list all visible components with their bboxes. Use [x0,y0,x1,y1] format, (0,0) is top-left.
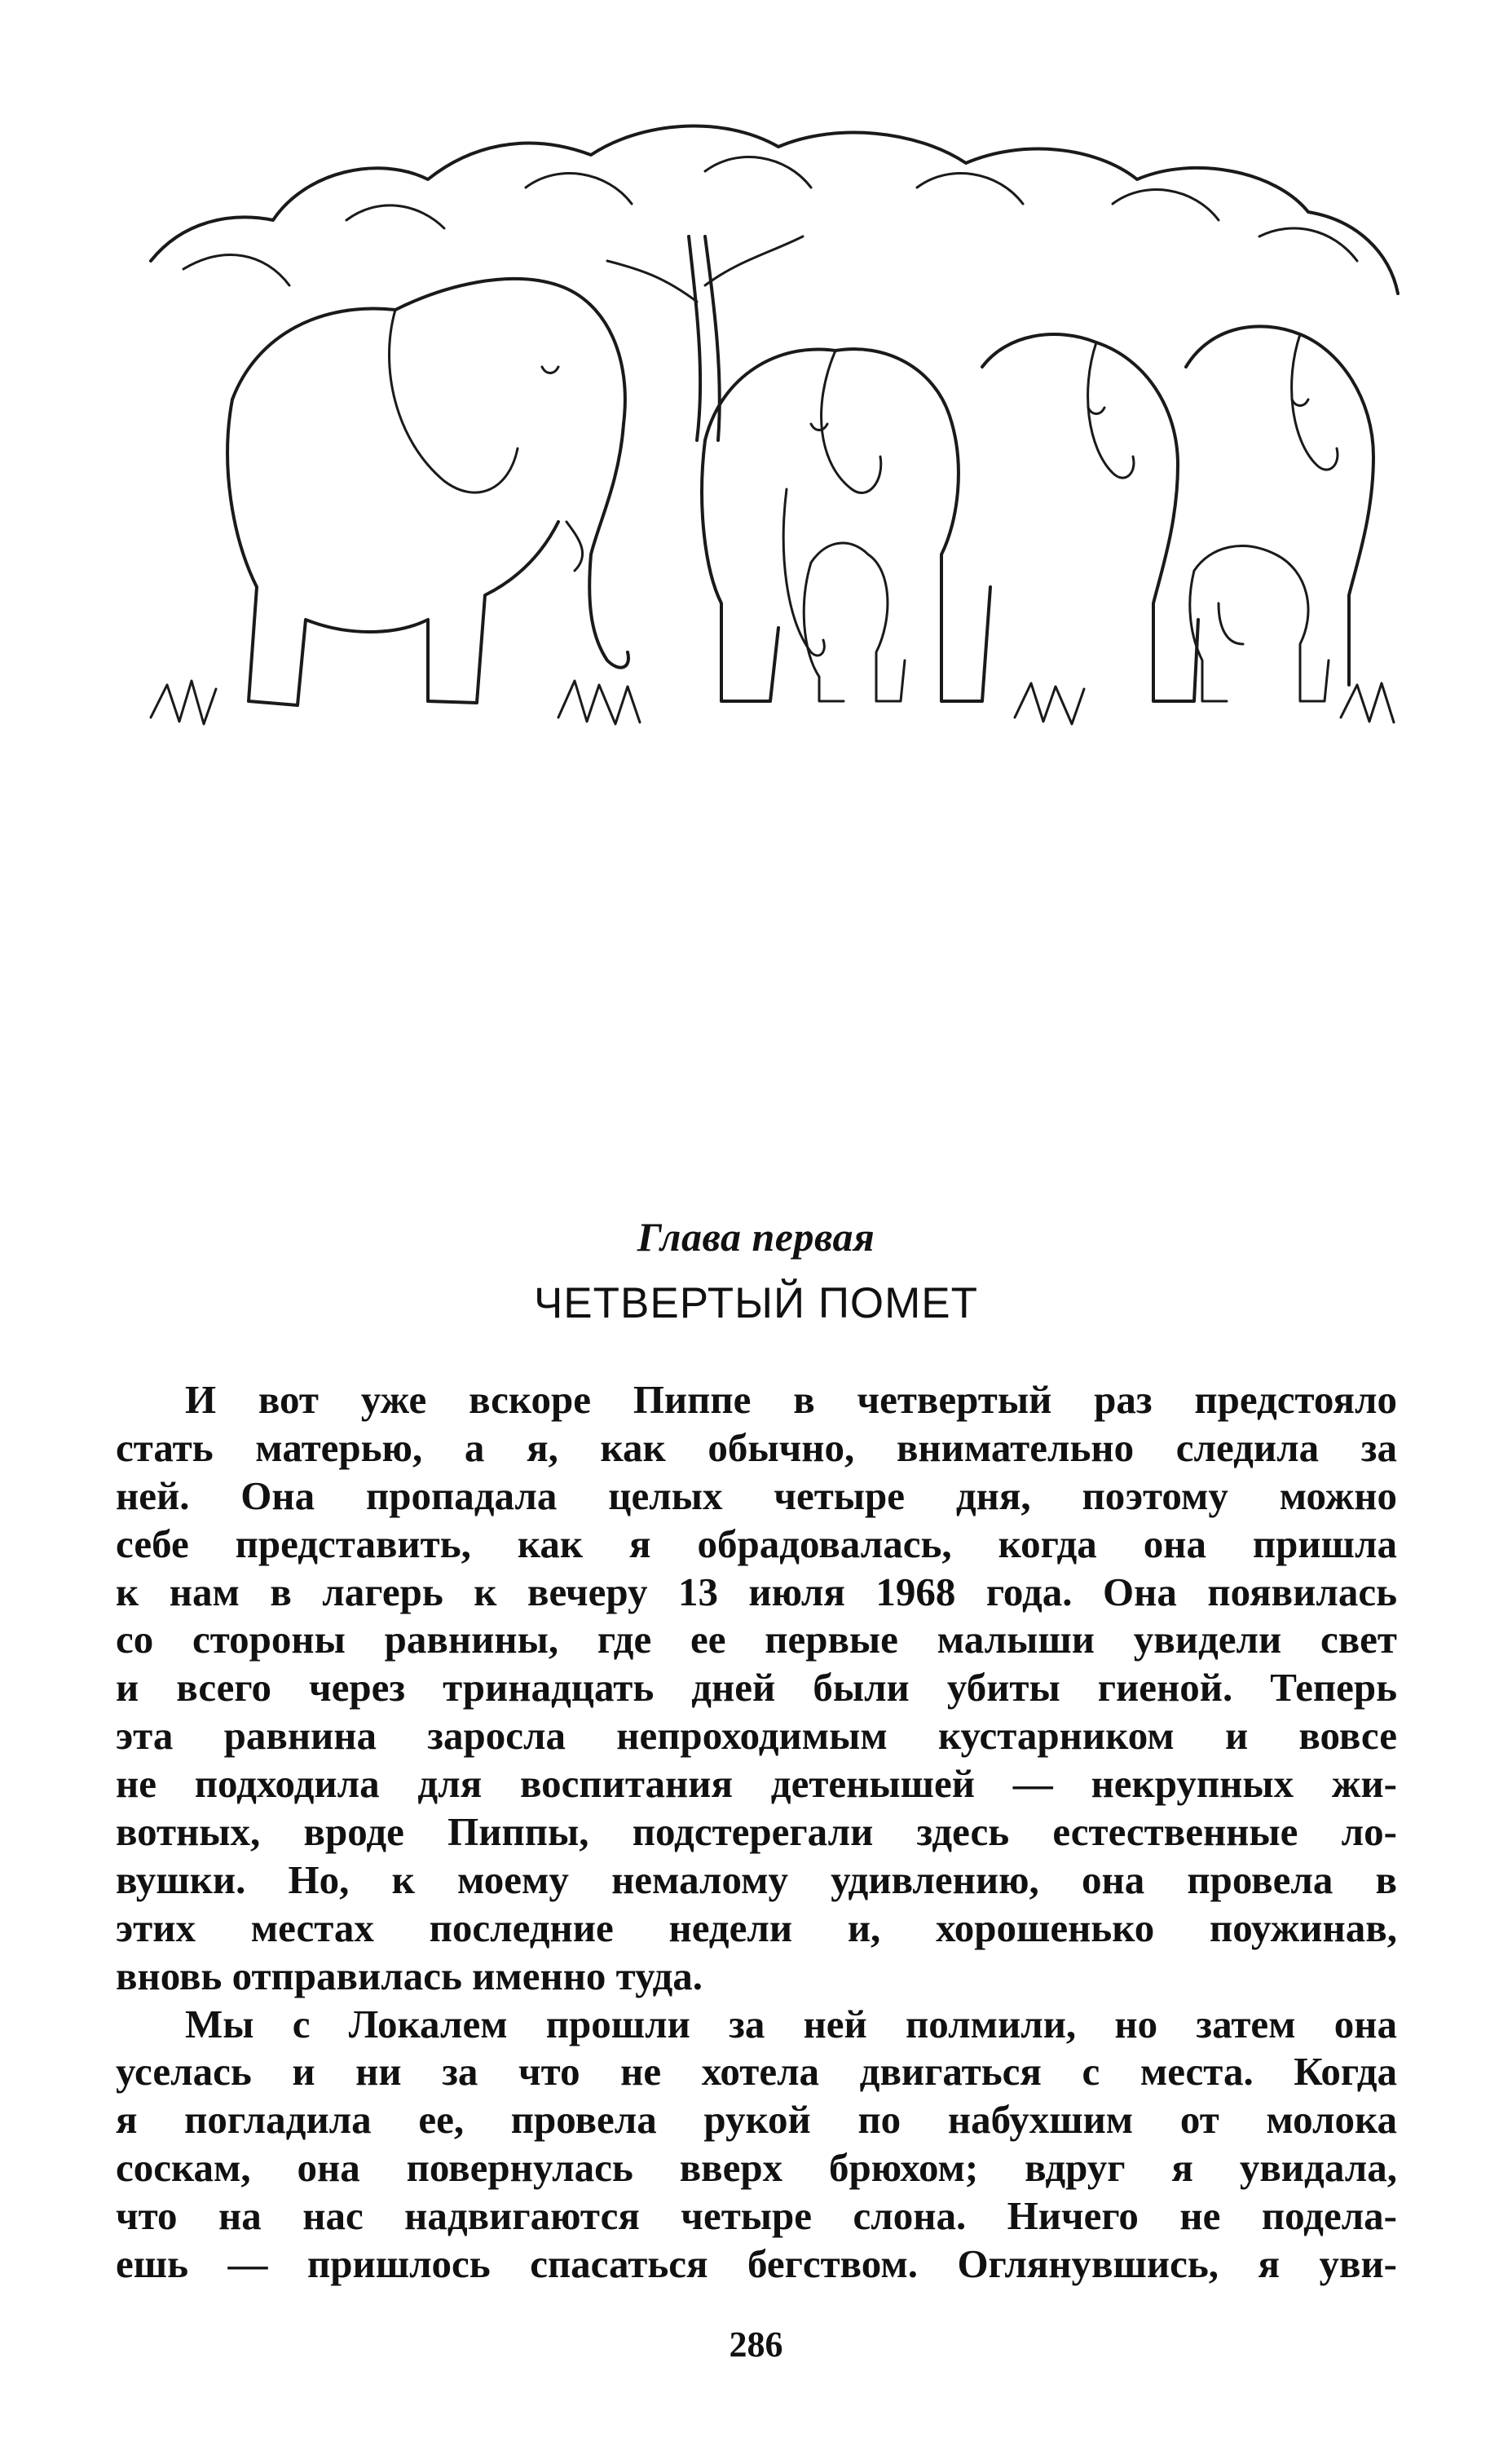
page-number: 286 [729,2324,783,2364]
text-line: что на нас надвигаются четыре слона. Ничего не подела- [116,2193,1397,2239]
elephant-herd-illustration [134,98,1406,766]
body-text [116,1376,1397,2289]
text-line: со стороны равнины, где ее первые малыши увидели свет [116,1617,1397,1662]
elephant-herd-drawing [134,98,1406,766]
text-line: ешь — пришлось спасаться бегством. Оглянувшись, я уви- [116,2241,1397,2287]
text-line: себе представить, как я обрадовалась, когда она пришла [116,1521,1397,1566]
text-line: эта равнина заросла непроходимым кустарником и вовсе [116,1713,1397,1759]
text-line: вновь отправилась именно туда. [116,1953,703,1998]
text-line: Мы с Локалем прошли за ней полмили, но затем она [185,2001,1397,2046]
text-line: этих местах последние недели и, хорошенько поужинав, [116,1905,1397,1950]
text-line: стать матерью, а я, как обычно, внимательно следила за [116,1424,1397,1470]
text-line: вотных, вроде Пиппы, подстерегали здесь естественные ло- [116,1809,1397,1855]
text-line: к нам в лагерь к вечеру 13 июля 1968 года. Она появилась [116,1569,1397,1614]
text-line: вушки. Но, к моему немалому удивлению, она провела в [116,1856,1397,1902]
chapter-number: Глава первая [637,1214,875,1260]
text-line: соскам, она повернулась вверх брюхом; вдруг я увидала, [116,2145,1397,2191]
text-line: я погладила ее, провела рукой по набухшим от молока [116,2097,1397,2143]
chapter-title: ЧЕТВЕРТЫЙ ПОМЕТ [533,1279,979,1327]
text-line: ней. Она пропадала целых четыре дня, поэтому можно [116,1472,1397,1518]
text-line: И вот уже вскоре Пиппе в четвертый раз предстояло [185,1377,1397,1422]
text-line: и всего через тринадцать дней были убиты гиеной. Теперь [116,1665,1397,1711]
text-line: уселась и ни за что не хотела двигаться с места. Когда [116,2049,1397,2095]
text-line: не подходила для воспитания детенышей — некрупных жи- [116,1761,1397,1807]
